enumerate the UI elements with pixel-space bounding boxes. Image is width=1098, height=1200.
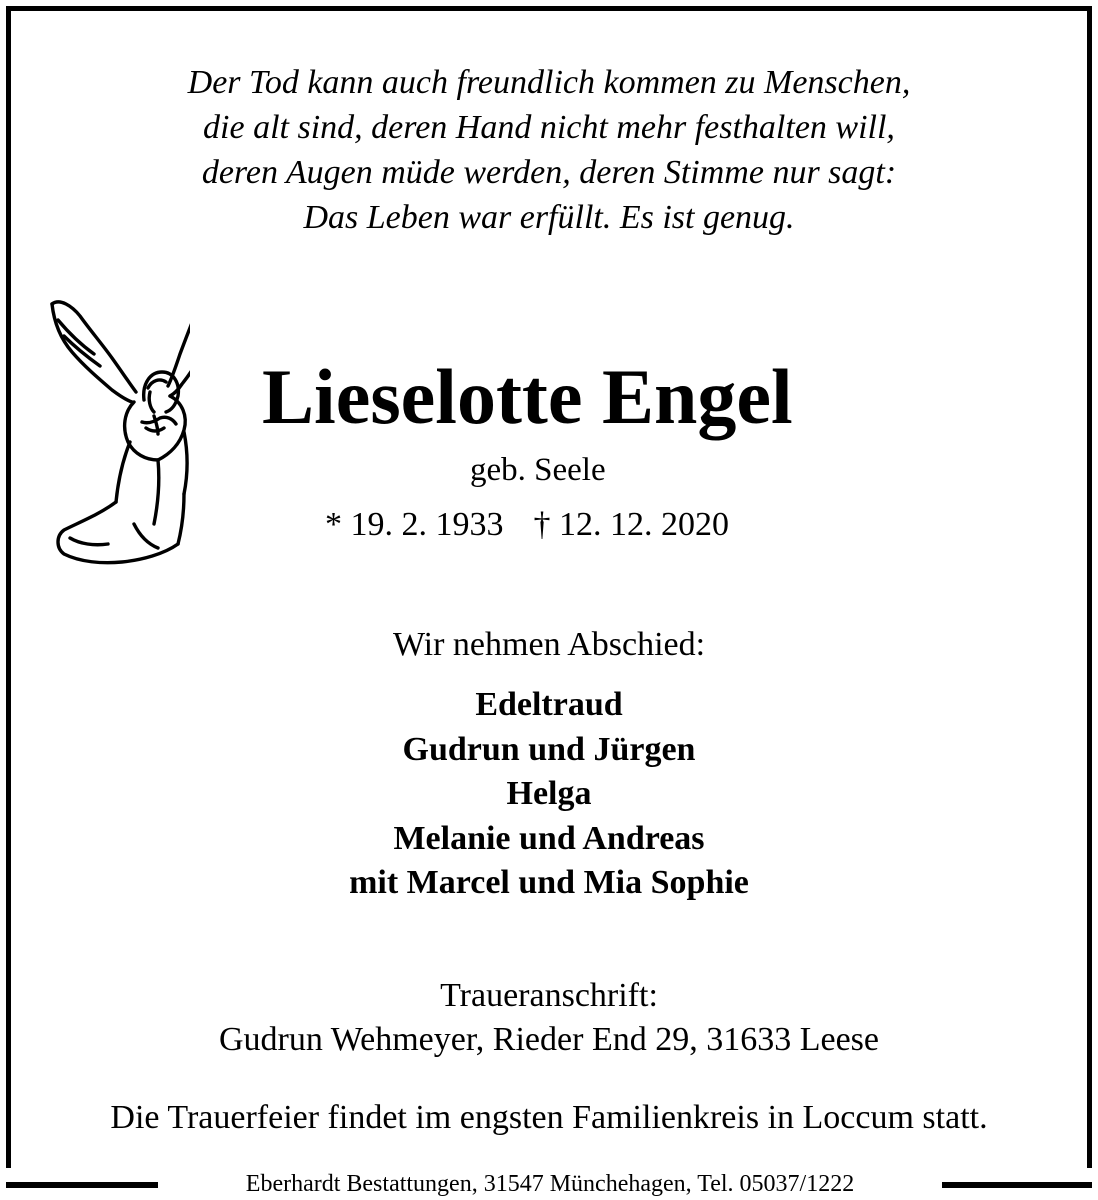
funeral-home-footer bbox=[0, 1168, 1098, 1200]
mourner-name: Edeltraud bbox=[475, 686, 623, 723]
life-dates bbox=[325, 505, 729, 545]
birth-date: * 19. 2. 1933 bbox=[325, 506, 504, 543]
mourner-name: Melanie und Andreas bbox=[393, 819, 705, 857]
footer-rule bbox=[942, 1182, 1092, 1188]
funeral-home-text: Eberhardt Bestattungen, 31547 Münchehagen, Tel. 05037/1222 bbox=[245, 1171, 855, 1197]
poem-line: deren Augen müde werden, deren Stimme nur sagt: bbox=[201, 154, 897, 191]
angel-icon bbox=[50, 292, 190, 580]
poem-line: die alt sind, deren Hand nicht mehr festhalten will, bbox=[203, 109, 895, 146]
address-label: Traueranschrift: bbox=[440, 977, 658, 1014]
mourning-address: Gudrun Wehmeyer, Rieder End 29, 31633 Leese bbox=[219, 1021, 879, 1058]
mourner-name: mit Marcel und Mia Sophie bbox=[349, 864, 749, 901]
mourners-list bbox=[0, 683, 1098, 906]
poem-line: Das Leben war erfüllt. Es ist genug. bbox=[303, 199, 795, 236]
farewell-heading: Wir nehmen Abschied: bbox=[392, 626, 706, 663]
ceremony-note: Die Trauerfeier findet im engsten Familienkreis in Loccum statt. bbox=[110, 1099, 988, 1136]
footer-rule bbox=[6, 1182, 158, 1188]
deceased-name: Lieselotte Engel bbox=[262, 353, 793, 440]
mourner-name: Helga bbox=[506, 775, 592, 812]
birth-name: geb. Seele bbox=[470, 452, 606, 488]
poem-line: Der Tod kann auch freundlich kommen zu Menschen, bbox=[187, 64, 911, 101]
death-date: † 12. 12. 2020 bbox=[533, 506, 729, 543]
poem bbox=[0, 60, 1098, 240]
mourner-name: Gudrun und Jürgen bbox=[402, 730, 696, 768]
